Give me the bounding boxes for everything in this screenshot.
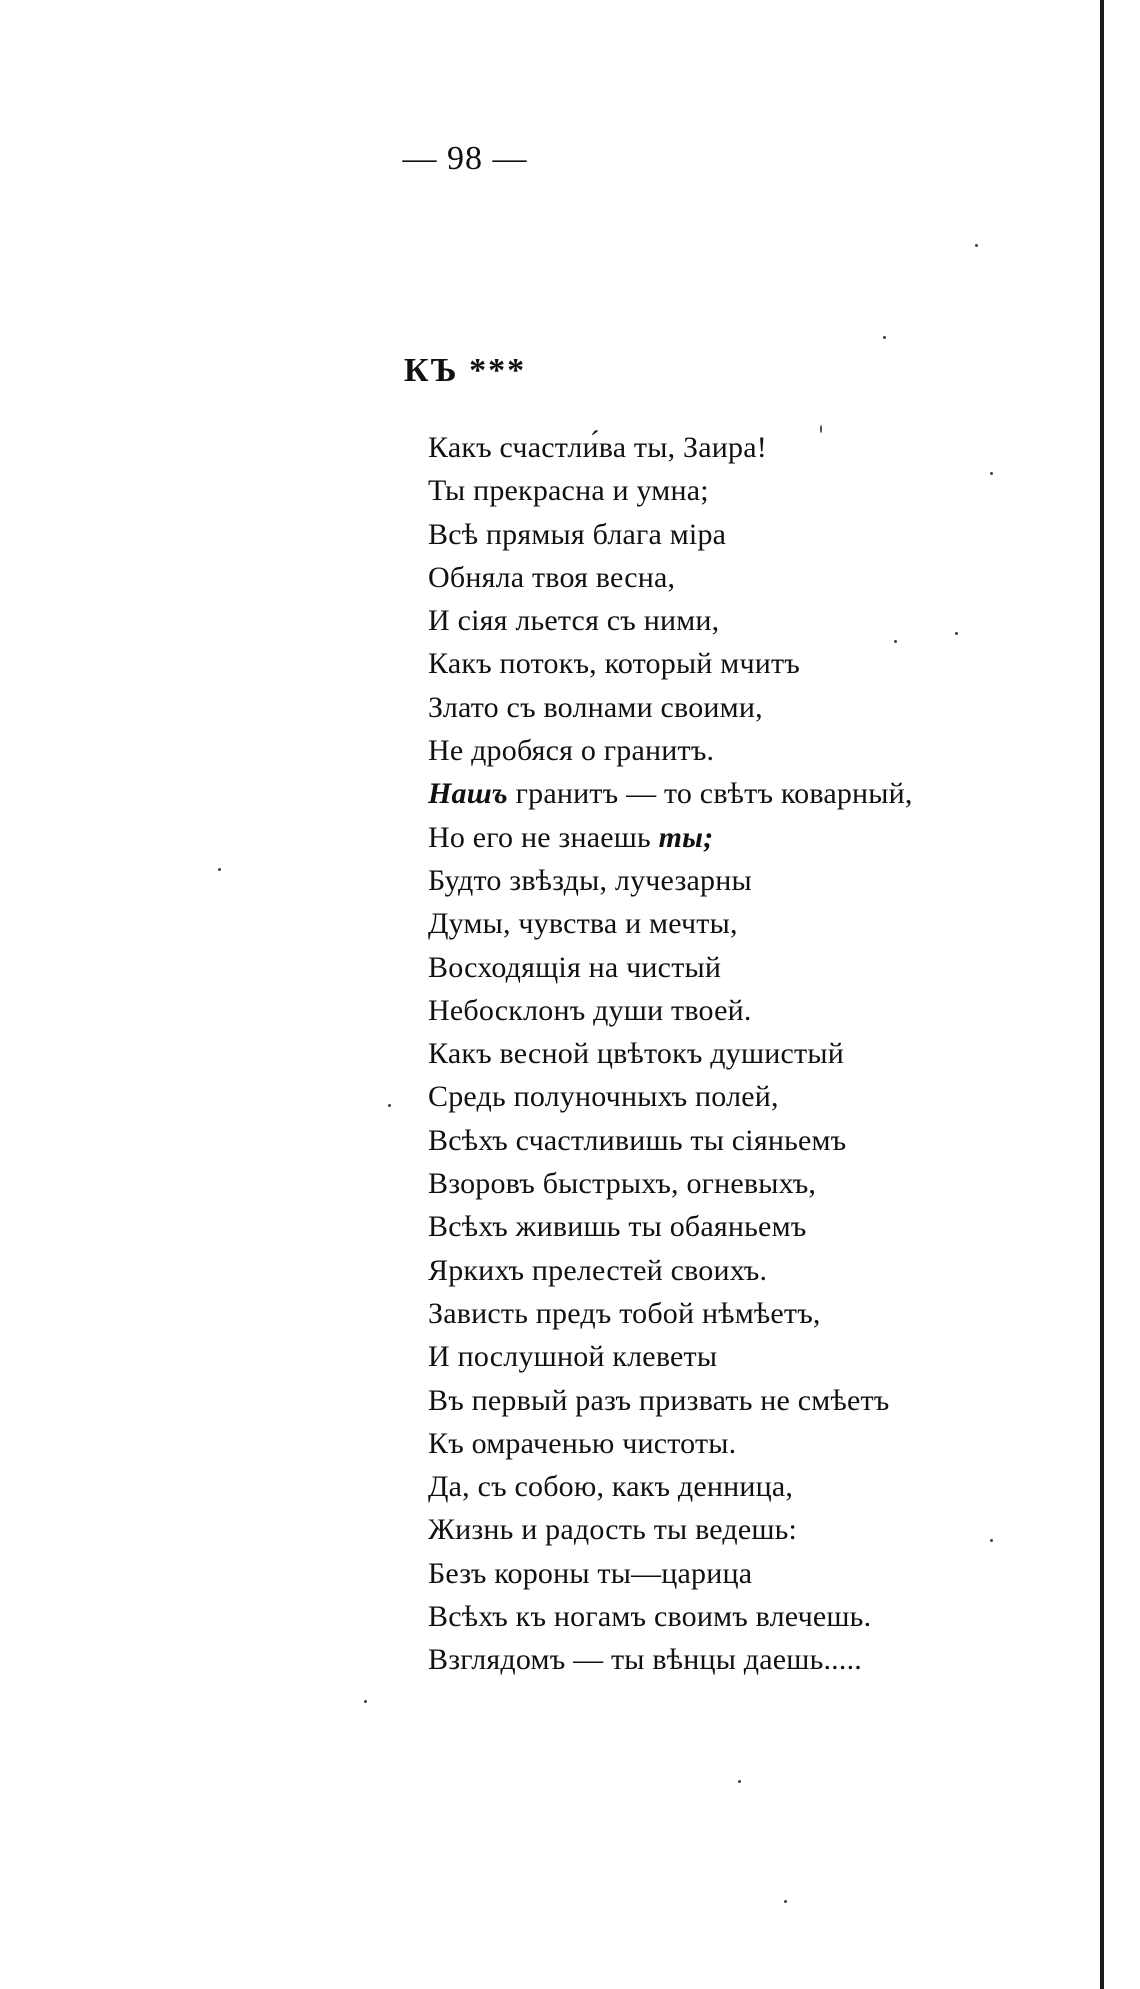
poem-line-text: гранитъ — то свѣтъ коварный, [507, 777, 913, 811]
poem-line [428, 1075, 913, 1118]
poem-line-text: Да, съ собою, какъ денница, [428, 1470, 794, 1504]
poem-line-text: Всѣхъ живишь ты обаяньемъ [428, 1210, 807, 1244]
poem-line-text: Жизнь и радость ты ведешь: [428, 1513, 798, 1547]
scan-speck [388, 1104, 391, 1107]
poem-line-text: И послушной клеветы [428, 1340, 718, 1374]
poem-line-text: И сіяя льется съ ними, [428, 604, 720, 638]
scan-speck [894, 640, 897, 643]
scan-speck [218, 868, 221, 871]
poem-line-text: Всѣхъ къ ногамъ своимъ влечешь. [428, 1600, 872, 1634]
poem-line-text: Взглядомъ — ты вѣнцы даешь..... [428, 1643, 862, 1677]
poem-line [428, 599, 913, 642]
poem-line-italic: Нашъ [428, 777, 508, 811]
poem-line [428, 729, 913, 772]
scan-speck [784, 1900, 787, 1903]
poem-line-text: Къ омраченью чистоты. [428, 1426, 737, 1460]
poem-line-text: Злато съ волнами своими, [428, 690, 763, 724]
poem-line-text: Будто звѣзды, лучезарны [428, 863, 752, 897]
poem-line-text: Не дробяся о гранитъ. [428, 734, 715, 768]
scan-speck [990, 472, 993, 475]
poem-line [428, 1595, 913, 1638]
scan-speck [955, 632, 958, 635]
poem-line-text: Яркихъ прелестей своихъ. [428, 1253, 768, 1287]
poem-line [428, 1249, 913, 1292]
poem-line [428, 1119, 913, 1162]
poem-line-text: Всѣ прямыя блага міра [428, 517, 727, 551]
poem-line-text: Безъ короны ты—царица [428, 1556, 753, 1590]
poem-line [428, 513, 913, 556]
poem-line [428, 686, 913, 729]
poem-body [428, 426, 913, 1682]
poem-line [428, 1032, 913, 1075]
poem-title: КЪ *** [403, 352, 527, 389]
poem-line-text: Но его не знаешь [428, 820, 659, 854]
poem-line-text: Ты прекрасна и умна; [428, 474, 709, 508]
poem-line [428, 946, 913, 989]
scan-speck [820, 425, 822, 433]
poem-line-text: Восходящія на чистый [428, 950, 722, 984]
page-number: — 98 — [402, 140, 528, 177]
poem-line [428, 1292, 913, 1335]
scan-speck [975, 244, 978, 247]
scan-speck [883, 336, 886, 339]
poem-line [428, 426, 913, 469]
poem-line-text: Всѣхъ счастливишь ты сіяньемъ [428, 1123, 847, 1157]
poem-line-text: Какъ потокъ, который мчитъ [428, 647, 801, 681]
poem-line [428, 469, 913, 512]
poem-line [428, 989, 913, 1032]
poem-line-text: Зависть предъ тобой нѣмѣетъ, [428, 1296, 821, 1330]
poem-line [428, 816, 913, 859]
poem-line [428, 1638, 913, 1681]
poem-line-text: Какъ весной цвѣтокъ душистый [428, 1037, 844, 1071]
poem-line-text: Въ первый разъ призвать не смѣетъ [428, 1383, 890, 1417]
poem-line [428, 1552, 913, 1595]
poem-line-text: Какъ счастли́ва ты, Заира! [428, 431, 767, 464]
poem-line-text: Средь полуночныхъ полей, [428, 1080, 779, 1114]
poem-line [428, 1335, 913, 1378]
page-edge-rule [1100, 0, 1104, 1989]
scan-speck [990, 1539, 993, 1542]
poem-line [428, 902, 913, 945]
scan-speck [364, 1700, 367, 1703]
poem-line [428, 1379, 913, 1422]
poem-line-text: Думы, чувства и мечты, [428, 907, 738, 941]
poem-line [428, 859, 913, 902]
poem-line [428, 1422, 913, 1465]
poem-line [428, 1162, 913, 1205]
poem-line [428, 1508, 913, 1551]
poem-line-text: Небосклонъ души твоей. [428, 993, 752, 1027]
poem-line [428, 556, 913, 599]
poem-line-italic: ты; [658, 820, 714, 854]
poem-line [428, 1465, 913, 1508]
poem-line-text: Обняла твоя весна, [428, 560, 676, 594]
poem-line [428, 1205, 913, 1248]
scan-speck [738, 1780, 741, 1783]
poem-line [428, 772, 913, 815]
poem-line [428, 642, 913, 685]
poem-line-text: Взоровъ быстрыхъ, огневыхъ, [428, 1167, 817, 1201]
